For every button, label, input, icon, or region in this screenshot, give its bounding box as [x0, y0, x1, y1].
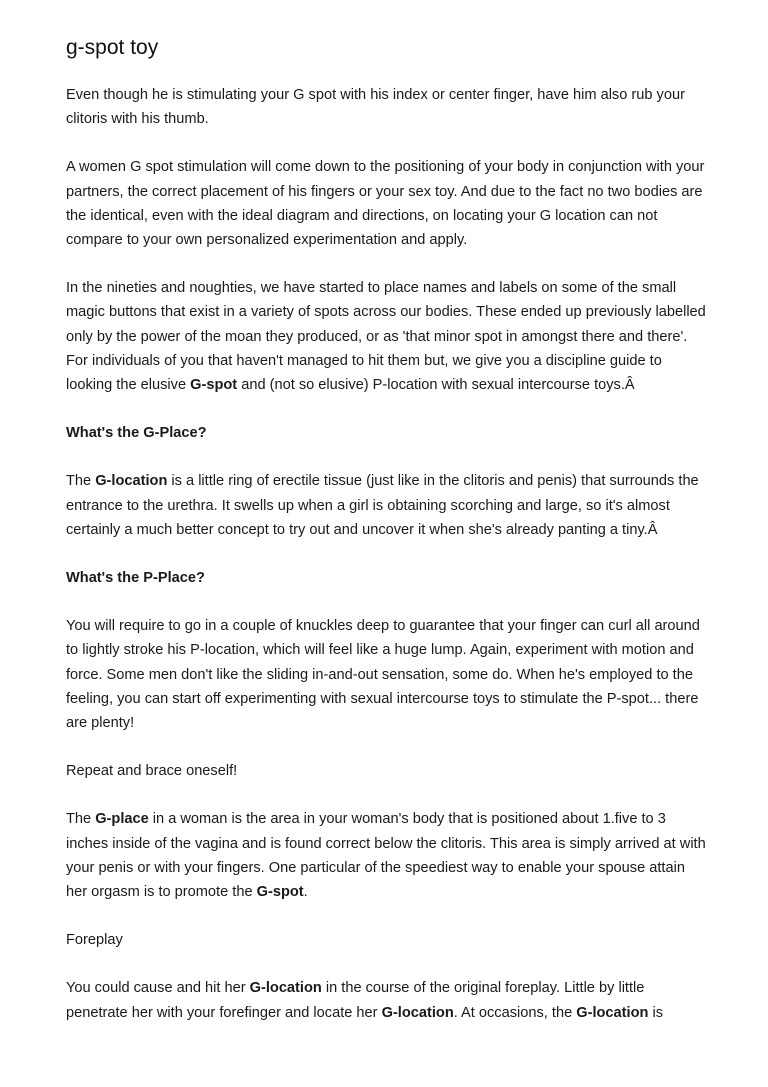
bold-term: G-location: [576, 1004, 649, 1021]
paragraph-9-text: You could cause and hit her: [66, 980, 250, 997]
paragraph-7-text: in a woman is the area in your woman's body that is positioned about 1.five to 3 inches inside of the vagina and is found correct below the clitoris. This area is simply arrived at with your penis or with your fingers. One particular of the speediest way to enable your spouse attain her orgasm is to promote the: [66, 811, 706, 901]
paragraph-8: Foreplay: [66, 932, 123, 949]
paragraph-3: [66, 276, 706, 397]
paragraph-4: [66, 469, 706, 542]
paragraph-4-text: is a little ring of erectile tissue (just like in the clitoris and penis) that surrounds the entrance to the urethra. It swells up when a girl is obtaining scorching and large, so it's almost certainly a much better concept to try out and uncover it when she's already panting a tiny.Â: [66, 473, 699, 538]
document-page: [66, 34, 706, 1049]
paragraph-7: [66, 807, 706, 904]
bold-term: G-location: [95, 473, 168, 490]
bold-term: G-place: [95, 811, 149, 828]
paragraph-3-text: and (not so elusive) P-location with sexual intercourse toys.Â: [237, 377, 635, 394]
section-heading-g-place: What's the G-Place?: [66, 425, 207, 442]
paragraph-7-text: The: [66, 811, 96, 828]
paragraph-6: Repeat and brace oneself!: [66, 763, 238, 780]
paragraph-9-text: in the course of the original foreplay. Little by little penetrate her with your forefinger and locate her: [66, 980, 645, 1021]
bold-term: G-location: [381, 1004, 454, 1021]
paragraph-7-text: .: [303, 884, 308, 901]
document-title: g-spot toy: [66, 36, 159, 59]
paragraph-4-text: The: [66, 473, 96, 490]
paragraph-9-text: is: [648, 1004, 664, 1021]
paragraph-3-text: In the nineties and noughties, we have started to place names and labels on some of the small magic buttons that exist in a variety of spots across our bodies. These ended up previously labelled only by the power of the moan they produced, or as 'that minor spot in amongst there and there'. For individuals of you that haven't managed to hit them but, we give you a discipline guide to looking the elusive: [66, 280, 706, 394]
section-heading-p-place: What's the P-Place?: [66, 570, 205, 587]
bold-term: G-spot: [190, 377, 238, 394]
paragraph-2: A women G spot stimulation will come down to the positioning of your body in conjunction with your partners, the correct placement of his fingers or your sex toy. And due to the fact no two bodies are the identical, even with the ideal diagram and directions, on locating your G location can not compare to your own personalized experimentation and apply.: [66, 159, 705, 249]
paragraph-9-text: . At occasions, the: [453, 1004, 577, 1021]
bold-term: G-spot: [256, 884, 304, 901]
paragraph-9: [66, 976, 706, 1024]
paragraph-5: You will require to go in a couple of knuckles deep to guarantee that your finger can curl all around to lightly stroke his P-location, which will feel like a huge lump. Again, experiment with motion and force. Some men don't like the sliding in-and-out sensation, some do. When he's employed to the feeling, you can start off experimenting with sexual intercourse toys to stimulate the P-spot... there are plenty!: [66, 618, 700, 732]
paragraph-1: Even though he is stimulating your G spot with his index or center finger, have him also rub your clitoris with his thumb.: [66, 87, 685, 128]
bold-term: G-location: [249, 980, 322, 997]
